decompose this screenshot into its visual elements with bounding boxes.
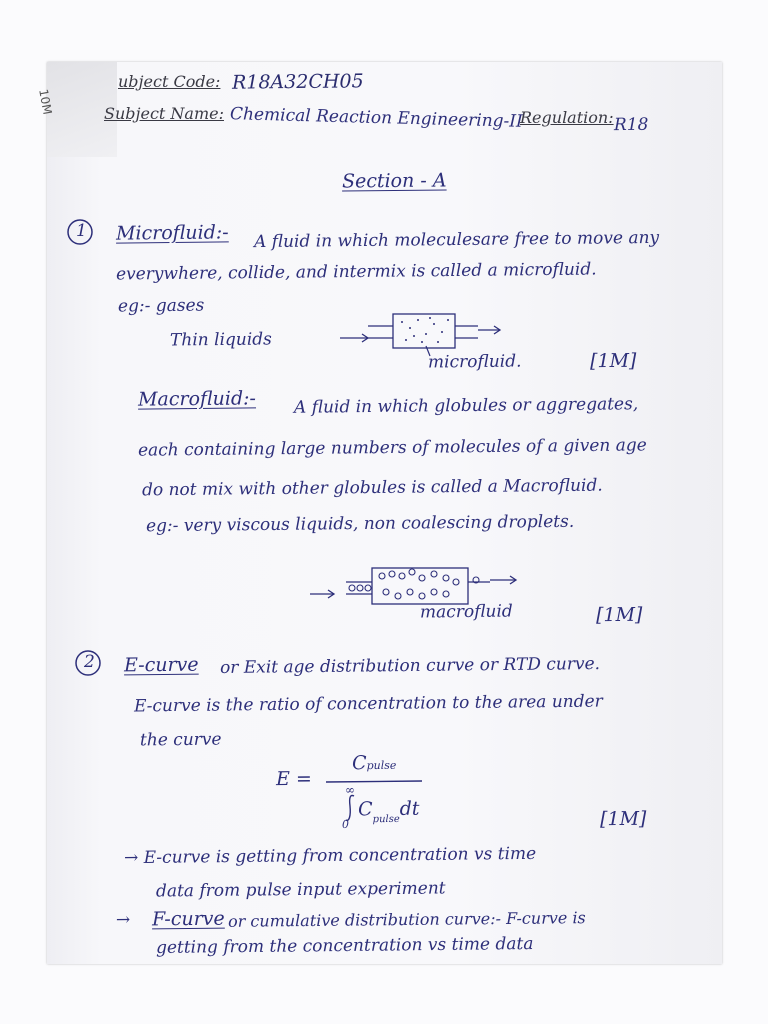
regulation-row — [520, 108, 614, 127]
subject-name-value: Chemical Reaction Engineering-II — [229, 104, 523, 132]
formula-denominator-symbol: C — [357, 798, 373, 821]
subject-name-row — [104, 104, 224, 123]
microfluid-definition-2: everywhere, collide, and intermix is called a microfluid. — [115, 259, 597, 285]
subject-code-value: R18A32CH05 — [231, 70, 364, 94]
q2-number: 2 — [84, 652, 95, 672]
f-curve-term: F-curve — [151, 907, 225, 931]
formula-denominator — [357, 797, 420, 826]
subject-code-row — [118, 72, 220, 91]
microfluid-mark: [1M] — [589, 349, 637, 373]
e-curve-bullet-1a: → E-curve is getting from concentration vs time — [123, 843, 537, 869]
subject-name-label: Subject Name: — [104, 104, 224, 123]
formula-lower-limit: 0 — [341, 817, 350, 832]
regulation-label: Regulation: — [520, 108, 614, 127]
f-curve-arrow: → — [115, 909, 131, 931]
subject-code-label: ubject Code: — [118, 72, 221, 91]
e-curve-term: E-curve — [123, 653, 199, 677]
e-curve-mark: [1M] — [599, 807, 647, 831]
underlying-page-text: 10M — [36, 88, 55, 116]
formula-numerator-symbol: C — [351, 752, 367, 775]
regulation-value: R18 — [613, 114, 649, 136]
macrofluid-mark: [1M] — [595, 603, 643, 627]
e-curve-definition-2: the curve — [139, 729, 222, 751]
f-curve-bullet-2b: getting from the concentration vs time data — [155, 934, 534, 958]
macrofluid-definition-1: A fluid in which globules or aggregates, — [293, 394, 639, 418]
microfluid-example-2: Thin liquids — [169, 329, 272, 351]
formula-numerator-subscript: pulse — [366, 758, 397, 773]
microfluid-definition-1: A fluid in which moleculesare free to move any — [253, 227, 660, 253]
q1-number: 1 — [76, 221, 87, 241]
e-curve-definition-1: E-curve is the ratio of concentration to the area under — [133, 691, 603, 717]
macrofluid-example: eg:- very viscous liquids, non coalescing droplets. — [145, 511, 575, 537]
macrofluid-definition-3: do not mix with other globules is called a Macrofluid. — [141, 475, 603, 501]
formula-numerator — [352, 752, 397, 774]
formula-upper-limit: ∞ — [344, 782, 356, 798]
formula-denominator-subscript: pulse — [372, 813, 400, 826]
microfluid-sketch — [338, 308, 518, 358]
macrofluid-definition-2: each containing large numbers of molecules of a given age — [137, 435, 647, 461]
formula-dt: dt — [399, 797, 420, 820]
macrofluid-term: Macrofluid:- — [137, 387, 257, 411]
formula-lhs: E = — [275, 767, 312, 791]
e-curve-title-rest: or Exit age distribution curve or RTD curve. — [219, 654, 601, 678]
f-curve-bullet-2a: or cumulative distribution curve:- F-curve is — [227, 908, 586, 931]
microfluid-figure-label: microfluid. — [427, 351, 522, 373]
microfluid-example-1: eg:- gases — [117, 295, 205, 317]
section-title: Section - A — [341, 169, 447, 193]
formula-fraction-bar — [326, 780, 426, 784]
macrofluid-figure-label: macrofluid — [419, 601, 513, 623]
e-curve-bullet-1b: data from pulse input experiment — [155, 878, 446, 902]
microfluid-term: Microfluid:- — [115, 221, 229, 245]
